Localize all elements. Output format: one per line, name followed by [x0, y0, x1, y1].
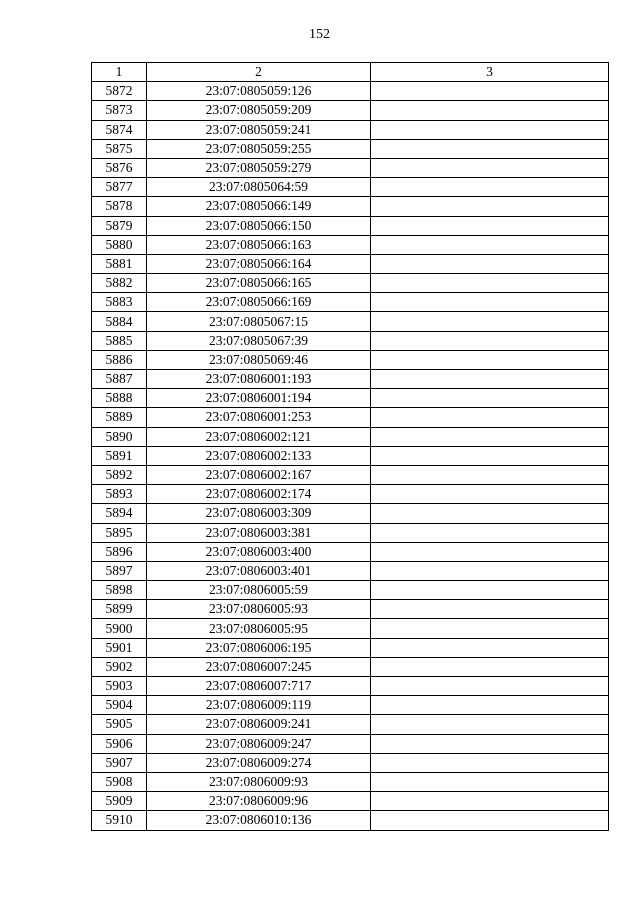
table-row: [92, 331, 609, 350]
cadastral-number-cell: 23:07:0805064:59: [147, 178, 371, 197]
notes-cell: [371, 274, 609, 293]
notes-cell: [371, 312, 609, 331]
row-number-cell: 5897: [92, 561, 147, 580]
notes-cell: [371, 753, 609, 772]
cadastral-number-cell: 23:07:0805069:46: [147, 350, 371, 369]
table-row: [92, 216, 609, 235]
row-number-cell: 5895: [92, 523, 147, 542]
notes-cell: [371, 235, 609, 254]
table-row: [92, 408, 609, 427]
table-row: [92, 427, 609, 446]
notes-cell: [371, 504, 609, 523]
row-number-cell: 5889: [92, 408, 147, 427]
notes-cell: [371, 350, 609, 369]
table-row: [92, 197, 609, 216]
cadastral-number-cell: 23:07:0805066:163: [147, 235, 371, 254]
cadastral-number-cell: 23:07:0806003:381: [147, 523, 371, 542]
cadastral-number-cell: 23:07:0805059:241: [147, 120, 371, 139]
table-row: [92, 772, 609, 791]
table-row: [92, 600, 609, 619]
notes-cell: [371, 811, 609, 830]
table-row: [92, 350, 609, 369]
row-number-cell: 5882: [92, 274, 147, 293]
table-row: [92, 158, 609, 177]
row-number-cell: 5887: [92, 370, 147, 389]
cadastral-number-cell: 23:07:0806009:247: [147, 734, 371, 753]
row-number-cell: 5883: [92, 293, 147, 312]
row-number-cell: 5891: [92, 446, 147, 465]
cadastral-number-cell: 23:07:0806001:253: [147, 408, 371, 427]
cadastral-number-cell: 23:07:0806009:274: [147, 753, 371, 772]
notes-cell: [371, 82, 609, 101]
cadastral-number-cell: 23:07:0805066:150: [147, 216, 371, 235]
notes-cell: [371, 734, 609, 753]
notes-cell: [371, 485, 609, 504]
cadastral-number-cell: 23:07:0806002:133: [147, 446, 371, 465]
table-body: [92, 82, 609, 830]
row-number-cell: 5901: [92, 638, 147, 657]
row-number-cell: 5876: [92, 158, 147, 177]
row-number-cell: 5894: [92, 504, 147, 523]
row-number-cell: 5892: [92, 465, 147, 484]
table-row: [92, 619, 609, 638]
table-row: [92, 293, 609, 312]
row-number-cell: 5874: [92, 120, 147, 139]
table-row: [92, 139, 609, 158]
notes-cell: [371, 465, 609, 484]
cadastral-number-cell: 23:07:0805066:149: [147, 197, 371, 216]
table-row: [92, 446, 609, 465]
cadastral-number-cell: 23:07:0806006:195: [147, 638, 371, 657]
row-number-cell: 5873: [92, 101, 147, 120]
cadastral-number-cell: 23:07:0806009:119: [147, 696, 371, 715]
header-row: [92, 63, 609, 82]
cadastral-number-cell: 23:07:0805067:39: [147, 331, 371, 350]
notes-cell: [371, 542, 609, 561]
row-number-cell: 5904: [92, 696, 147, 715]
row-number-cell: 5902: [92, 657, 147, 676]
notes-cell: [371, 638, 609, 657]
notes-cell: [371, 293, 609, 312]
cadastral-number-cell: 23:07:0805059:209: [147, 101, 371, 120]
notes-cell: [371, 619, 609, 638]
table-row: [92, 389, 609, 408]
cadastral-number-cell: 23:07:0806003:400: [147, 542, 371, 561]
notes-cell: [371, 581, 609, 600]
notes-cell: [371, 178, 609, 197]
row-number-cell: 5881: [92, 254, 147, 273]
row-number-cell: 5890: [92, 427, 147, 446]
table-row: [92, 677, 609, 696]
row-number-cell: 5903: [92, 677, 147, 696]
table-row: [92, 465, 609, 484]
notes-cell: [371, 254, 609, 273]
notes-cell: [371, 600, 609, 619]
cadastral-number-cell: 23:07:0805066:169: [147, 293, 371, 312]
page-number: 152: [309, 27, 330, 42]
cadastral-number-cell: 23:07:0806002:167: [147, 465, 371, 484]
cadastral-number-cell: 23:07:0806007:717: [147, 677, 371, 696]
notes-cell: [371, 561, 609, 580]
table-row: [92, 370, 609, 389]
notes-cell: [371, 427, 609, 446]
cadastral-number-cell: 23:07:0806003:309: [147, 504, 371, 523]
table-row: [92, 542, 609, 561]
notes-cell: [371, 139, 609, 158]
column-header-1: 1: [92, 63, 147, 82]
table-row: [92, 120, 609, 139]
row-number-cell: 5896: [92, 542, 147, 561]
cadastral-table: [91, 62, 609, 831]
row-number-cell: 5877: [92, 178, 147, 197]
table-row: [92, 734, 609, 753]
row-number-cell: 5872: [92, 82, 147, 101]
cadastral-number-cell: 23:07:0806010:136: [147, 811, 371, 830]
cadastral-number-cell: 23:07:0806001:194: [147, 389, 371, 408]
cadastral-number-cell: 23:07:0806009:93: [147, 772, 371, 791]
row-number-cell: 5910: [92, 811, 147, 830]
notes-cell: [371, 216, 609, 235]
row-number-cell: 5878: [92, 197, 147, 216]
notes-cell: [371, 101, 609, 120]
notes-cell: [371, 792, 609, 811]
row-number-cell: 5900: [92, 619, 147, 638]
table-row: [92, 753, 609, 772]
table-row: [92, 581, 609, 600]
cadastral-number-cell: 23:07:0805067:15: [147, 312, 371, 331]
table-row: [92, 254, 609, 273]
table-row: [92, 523, 609, 542]
row-number-cell: 5884: [92, 312, 147, 331]
cadastral-number-cell: 23:07:0805059:255: [147, 139, 371, 158]
notes-cell: [371, 370, 609, 389]
cadastral-number-cell: 23:07:0806009:241: [147, 715, 371, 734]
table-row: [92, 312, 609, 331]
row-number-cell: 5899: [92, 600, 147, 619]
notes-cell: [371, 197, 609, 216]
row-number-cell: 5888: [92, 389, 147, 408]
row-number-cell: 5885: [92, 331, 147, 350]
notes-cell: [371, 408, 609, 427]
row-number-cell: 5875: [92, 139, 147, 158]
row-number-cell: 5908: [92, 772, 147, 791]
cadastral-number-cell: 23:07:0806002:174: [147, 485, 371, 504]
notes-cell: [371, 331, 609, 350]
notes-cell: [371, 158, 609, 177]
table-row: [92, 485, 609, 504]
cadastral-number-cell: 23:07:0806007:245: [147, 657, 371, 676]
column-header-3: 3: [371, 63, 609, 82]
notes-cell: [371, 677, 609, 696]
cadastral-number-cell: 23:07:0806005:95: [147, 619, 371, 638]
column-header-2: 2: [147, 63, 371, 82]
table-row: [92, 101, 609, 120]
notes-cell: [371, 120, 609, 139]
row-number-cell: 5886: [92, 350, 147, 369]
table-row: [92, 504, 609, 523]
table-row: [92, 178, 609, 197]
notes-cell: [371, 715, 609, 734]
row-number-cell: 5893: [92, 485, 147, 504]
row-number-cell: 5879: [92, 216, 147, 235]
table-row: [92, 561, 609, 580]
notes-cell: [371, 523, 609, 542]
notes-cell: [371, 772, 609, 791]
table-row: [92, 715, 609, 734]
cadastral-number-cell: 23:07:0806002:121: [147, 427, 371, 446]
cadastral-number-cell: 23:07:0806001:193: [147, 370, 371, 389]
cadastral-number-cell: 23:07:0806005:59: [147, 581, 371, 600]
notes-cell: [371, 696, 609, 715]
table-row: [92, 82, 609, 101]
row-number-cell: 5898: [92, 581, 147, 600]
table-row: [92, 696, 609, 715]
table-row: [92, 811, 609, 830]
notes-cell: [371, 389, 609, 408]
cadastral-number-cell: 23:07:0805066:165: [147, 274, 371, 293]
table-row: [92, 235, 609, 254]
cadastral-number-cell: 23:07:0805059:126: [147, 82, 371, 101]
row-number-cell: 5906: [92, 734, 147, 753]
table-row: [92, 274, 609, 293]
row-number-cell: 5909: [92, 792, 147, 811]
table-row: [92, 657, 609, 676]
row-number-cell: 5907: [92, 753, 147, 772]
table-row: [92, 638, 609, 657]
cadastral-number-cell: 23:07:0806009:96: [147, 792, 371, 811]
table-row: [92, 792, 609, 811]
row-number-cell: 5905: [92, 715, 147, 734]
notes-cell: [371, 446, 609, 465]
notes-cell: [371, 657, 609, 676]
cadastral-number-cell: 23:07:0806003:401: [147, 561, 371, 580]
cadastral-number-cell: 23:07:0806005:93: [147, 600, 371, 619]
row-number-cell: 5880: [92, 235, 147, 254]
cadastral-number-cell: 23:07:0805059:279: [147, 158, 371, 177]
cadastral-number-cell: 23:07:0805066:164: [147, 254, 371, 273]
